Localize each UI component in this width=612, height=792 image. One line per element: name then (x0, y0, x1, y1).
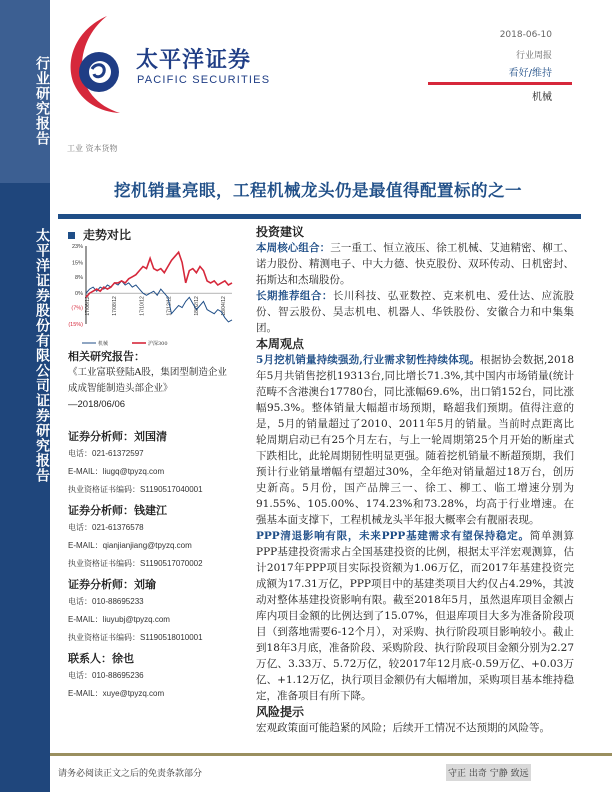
contact-email[interactable]: E-MAIL：liuyubj@tpyzq.com (68, 615, 170, 624)
series-line-hs300 (86, 252, 232, 297)
p2-label: PPP清退影响有限，未来PPP基建需求有望保持稳定。 (256, 530, 530, 542)
contact-role: 证券分析师： (68, 504, 134, 517)
p1-text: 根据协会数据,2018年5月共销售挖机19313台,同比增长71.3%,其中国内市场销量(统计范畴不含港澳台17780台，同比涨幅69.6%，出口销152台，同比涨幅95.3%。整体销量大幅超市场预期，略超我们预期。值得注意的是，5月的销量超过了2010、2011年5月的销量。当前时点距离比轮周期启动已有25个月左右，与上一轮周期第25个月开始的断崖式下跌相比，此轮周期韧性明显更强。随着挖机销量不断超预期，我们预计行业销量增幅有望超过30%，全年绝对销量超过18万台，创历史新高。5月份，国产品牌三一、徐工、柳工、临工增速分别为91.55%、105.00%、174.23%和73.28%，均高于行业增速。在强基本面支撑下，工程机械龙头半年报大概率会有靓丽表现。 (256, 354, 575, 526)
y-tick-label: (15%) (68, 322, 83, 328)
core-text: 三一重工、恒立液压、徐工机械、艾迪精密、柳工、诺力股份、精测电子、中大力德、快克股份、双环传动、日机密封、拓斯达和杰瑞股份。 (256, 242, 575, 286)
left-column (68, 345, 234, 703)
x-tick-label: 18/02/12 (193, 296, 200, 316)
logo-text-cn: 太平洋证券 (136, 48, 252, 73)
contact-role: 证券分析师： (68, 578, 134, 591)
x-tick-label: 17/06/12 (85, 296, 91, 316)
title-divider (58, 214, 581, 219)
red-divider (428, 82, 572, 85)
long-text: 长川科技、弘亚数控、克来机电、爱仕达、应流股份、智云股份、昊志机电、机器人、华铁股份、安徽合力和中集集团。 (256, 290, 574, 334)
logo-emblem-icon (62, 14, 132, 114)
legend-label: 机械 (98, 341, 109, 347)
y-tick-label: 0% (75, 291, 83, 298)
sidebar-top-text: 行业研究报告 (34, 56, 50, 146)
contact-heading (68, 577, 234, 593)
contact-block (68, 651, 234, 703)
p2-text: 简单测算PPP基建投资需求占全国基建投资的比例，根据太平洋宏观测算，估计2017年PPP项目实际投资额为1.06万亿，而2017年基建投资完成额为17.31万亿，PPP项目中的基建类项目大约仅占4.29%，其波动对整体基建投资影响有限。截至2018年5月，虽然退库项目金额占库内项目金额的比例达到了15.07%，但退库项目大多为准备阶段项目（到落地需要6-12个月），对采购、执行阶段项目影响较小。截止到18年3月底，准备阶段、采购阶段、执行阶段项目金额分别为2.27万亿、3.33万、5.72万亿，较2017年12月底-0.59万亿、+0.03万亿、+1.12万亿，执行项目金额仍有大幅增加，采购项目基本维持稳定，准备项目有所下降。 (256, 530, 575, 702)
contact-email[interactable]: E-MAIL：xuye@tpyzq.com (68, 689, 165, 698)
contact-name: 刘国清 (134, 430, 167, 443)
contact-name: 刘瑜 (134, 578, 156, 591)
footer-motto: 守正 出奇 宁静 致远 (446, 764, 531, 781)
sidebar-bottom-text: 太平洋证券股份有限公司证券研究报告 (34, 228, 50, 483)
long-label: 长期推荐组合： (256, 290, 333, 302)
contact-heading (68, 429, 234, 445)
invest-heading: 投资建议 (256, 225, 305, 239)
legend-label: 沪深300 (148, 341, 168, 347)
related-date: —2018/06/06 (68, 399, 126, 410)
contact-heading (68, 503, 234, 519)
contact-email[interactable]: E-MAIL：qianjianjiang@tpyzq.com (68, 541, 192, 550)
logo-text-en: PACIFIC SECURITIES (137, 74, 271, 86)
contact-name: 徐也 (112, 652, 134, 665)
x-tick-label: 17/08/12 (112, 296, 119, 316)
risk-heading: 风险提示 (256, 705, 305, 719)
category: 工业 资本货物 (67, 144, 118, 153)
report-title: 挖机销量亮眼，工程机械龙头仍是最值得配置标的之一 (114, 181, 522, 200)
y-tick-label: 15% (71, 260, 83, 267)
trend-chart (62, 240, 237, 350)
x-tick-label: 17/12/12 (166, 296, 173, 316)
rating: 看好/维持 (508, 68, 552, 79)
related-heading: 相关研究报告： (68, 350, 145, 363)
x-tick-label: 18/04/12 (221, 296, 227, 316)
contact-email[interactable]: E-MAIL：liugq@tpyzq.com (68, 467, 165, 476)
view-heading: 本周观点 (256, 337, 305, 351)
x-tick-label: 17/10/12 (139, 296, 146, 316)
contact-cert: 执业资格证书编码：S1190517070002 (68, 559, 203, 568)
contact-phone: 电话：021-61372597 (68, 449, 144, 458)
contact-block (68, 429, 234, 499)
square-bullet-icon (68, 232, 75, 239)
contact-phone: 电话：010-88695236 (68, 671, 144, 680)
related-report[interactable]: 《工业富联登陆A股，集团型制造企业成成智能制造头部企业》 (68, 367, 227, 394)
series-line-machinery (86, 281, 232, 322)
report-type: 行业周报 (515, 51, 552, 61)
contact-cert: 执业资格证书编码：S1190518010001 (68, 633, 203, 642)
contact-cert: 执业资格证书编码：S1190517040001 (68, 485, 203, 494)
footer-divider (50, 753, 612, 756)
contact-block (68, 577, 234, 647)
contact-name: 钱建江 (134, 504, 167, 517)
right-column (256, 224, 574, 736)
report-date: 2018-06-10 (499, 30, 552, 40)
core-label: 本周核心组合： (256, 242, 331, 254)
p1-label: 5月挖机销量持续强劲,行业需求韧性持续体现。 (256, 354, 481, 366)
contact-role: 证券分析师： (68, 430, 134, 443)
trend-heading-text: 走势对比 (83, 228, 132, 242)
contact-heading (68, 651, 234, 667)
contact-block (68, 503, 234, 573)
footer-disclaimer: 请务必阅读正文之后的免责条款部分 (58, 769, 203, 779)
industry: 机械 (532, 92, 552, 103)
risk-text: 宏观政策面可能趋紧的风险；后续开工情况不达预期的风险等。 (256, 722, 550, 734)
y-tick-label: 8% (75, 274, 83, 281)
y-tick-label: 23% (71, 244, 83, 250)
y-tick-label: (7%) (71, 305, 83, 312)
contact-role: 联系人： (68, 652, 112, 665)
contact-phone: 电话：021-61376578 (68, 523, 144, 532)
contact-phone: 电话：010-88695233 (68, 597, 144, 606)
